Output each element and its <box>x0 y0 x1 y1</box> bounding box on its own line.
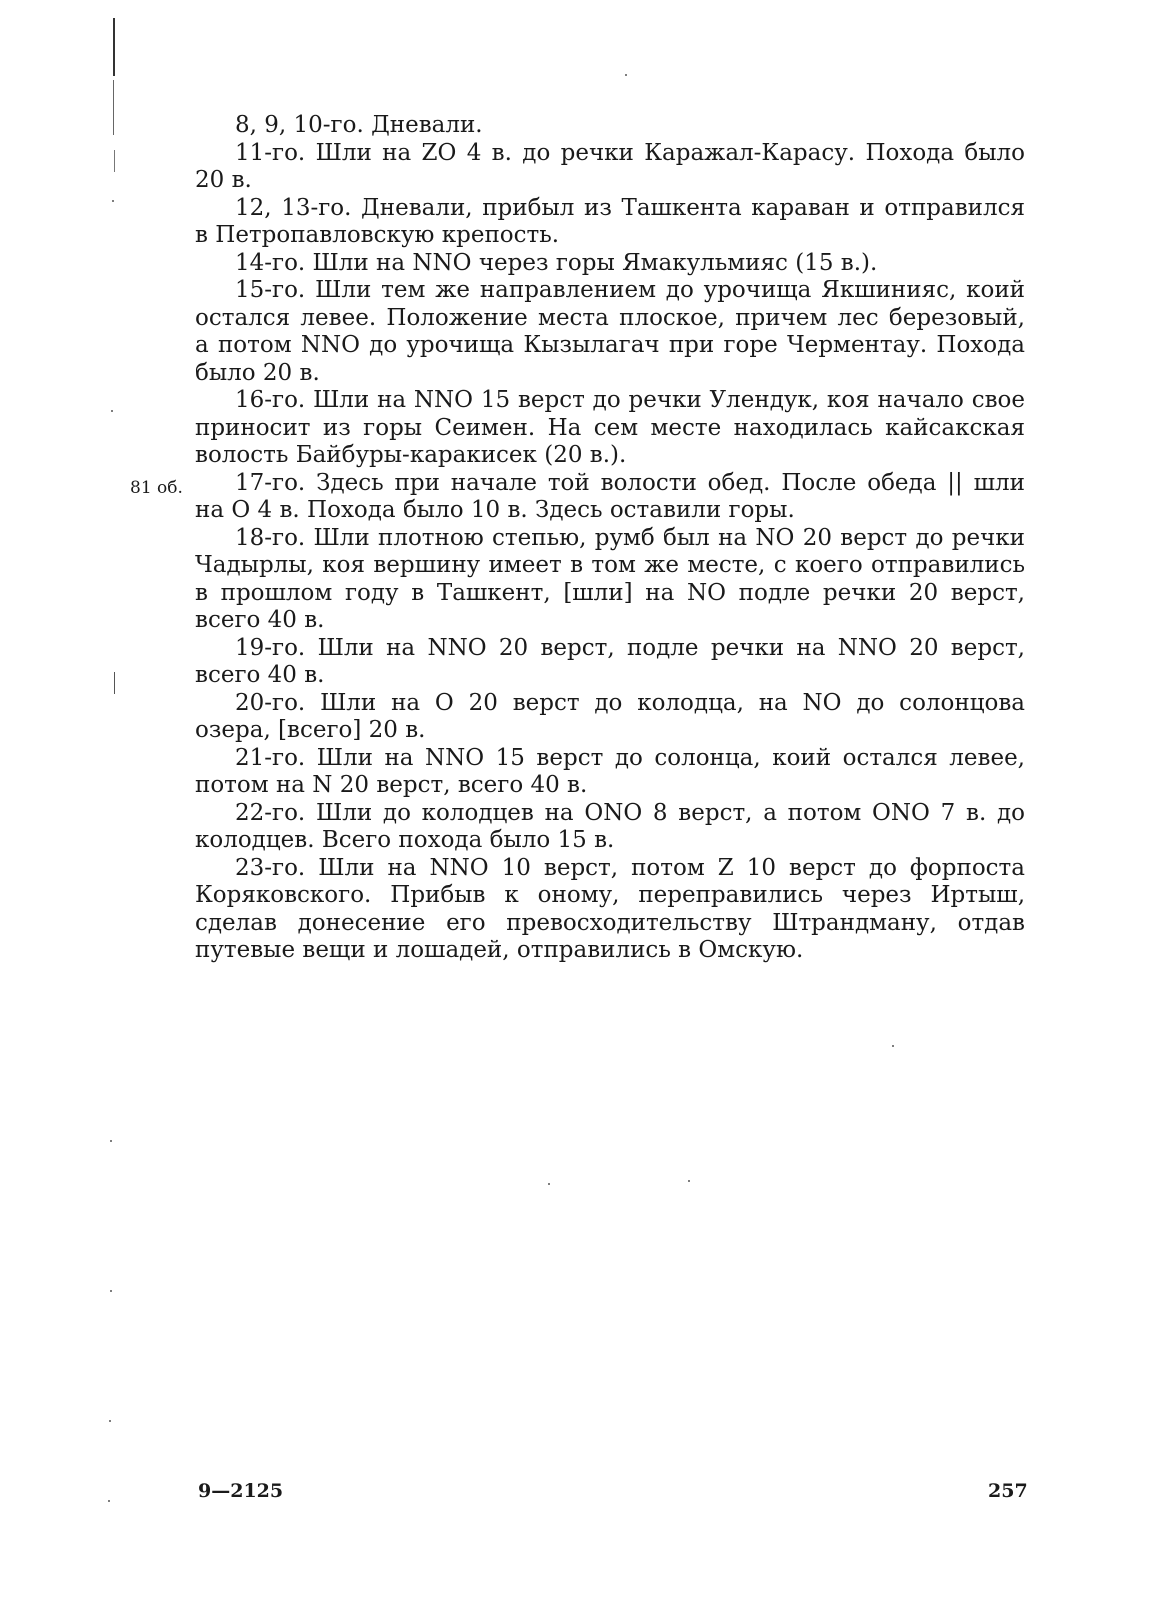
margin-folio-note: 81 об. <box>130 478 183 498</box>
scan-speck <box>109 1420 111 1422</box>
diary-entry: 16-го. Шли на NNO 15 верст до речки Улендук, коя начало свое приносит из горы Сеимен. На сем месте находилась кайсакская волость Байбуры-каракисек (20 в.). <box>195 387 1025 468</box>
scan-speck <box>110 1140 112 1142</box>
diary-entry: 15-го. Шли тем же направлением до урочища Якшинияс, коий остался левее. Положение места плоское, причем лес березовый, а потом NNO до урочища Кызылагач при горе Черментау. Похода было 20 в. <box>195 277 1025 386</box>
diary-entry: 23-го. Шли на NNO 10 верст, потом Z 10 верст до форпоста Коряковского. Прибыв к оному, переправились через Иртыш, сделав донесение его превосходительству Штрандману, отдав путевые вещи и лошадей, отправились в Омскую. <box>195 854 1025 963</box>
scan-edge-line <box>113 18 115 76</box>
scan-edge-line <box>114 150 115 172</box>
body-text <box>195 112 1025 965</box>
printer-signature: 9—2125 <box>198 1480 284 1502</box>
diary-entry: 19-го. Шли на NNO 20 верст, подле речки на NNO 20 верст, всего 40 в. <box>195 634 1025 688</box>
scan-edge-line <box>114 672 115 694</box>
diary-entry: 20-го. Шли на О 20 верст до колодца, на NO до солонцова озера, [всего] 20 в. <box>195 689 1025 743</box>
scan-speck <box>111 410 113 412</box>
diary-entry: 21-го. Шли на NNO 15 верст до солонца, коий остался левее, потом на N 20 верст, всего 40 в. <box>195 744 1025 798</box>
diary-entry: 14-го. Шли на NNO через горы Ямакульмияс (15 в.). <box>235 249 878 276</box>
scan-speck <box>688 1180 690 1182</box>
scan-speck <box>892 1045 894 1047</box>
diary-entry: 22-го. Шли до колодцев на ONO 8 верст, а потом ONO 7 в. до колодцев. Всего похода было 15 в. <box>195 799 1025 853</box>
diary-entry: 12, 13-го. Дневали, прибыл из Ташкента караван и отправился в Петропавловскую крепость. <box>195 194 1025 248</box>
page-number: 257 <box>988 1480 1028 1502</box>
scan-speck <box>108 1500 110 1502</box>
diary-entry: 8, 9, 10-го. Дневали. <box>235 112 483 138</box>
scan-speck <box>112 200 114 202</box>
scan-speck <box>110 1290 112 1292</box>
diary-entry: 18-го. Шли плотною степью, румб был на NO 20 верст до речки Чадырлы, коя вершину имеет в том же месте, с коего отправились в прошлом году в Ташкент, [шли] на NO подле речки 20 верст, всего 40 в. <box>195 524 1025 633</box>
diary-entry: 17-го. Здесь при начале той волости обед. После обеда || шли на О 4 в. Похода было 10 в. Здесь оставили горы. <box>195 469 1025 523</box>
scan-speck <box>625 74 627 76</box>
diary-entry: 11-го. Шли на ZO 4 в. до речки Каражал-Карасу. Похода было 20 в. <box>195 139 1025 193</box>
scan-edge-line <box>113 80 114 135</box>
scan-speck <box>548 1183 550 1185</box>
